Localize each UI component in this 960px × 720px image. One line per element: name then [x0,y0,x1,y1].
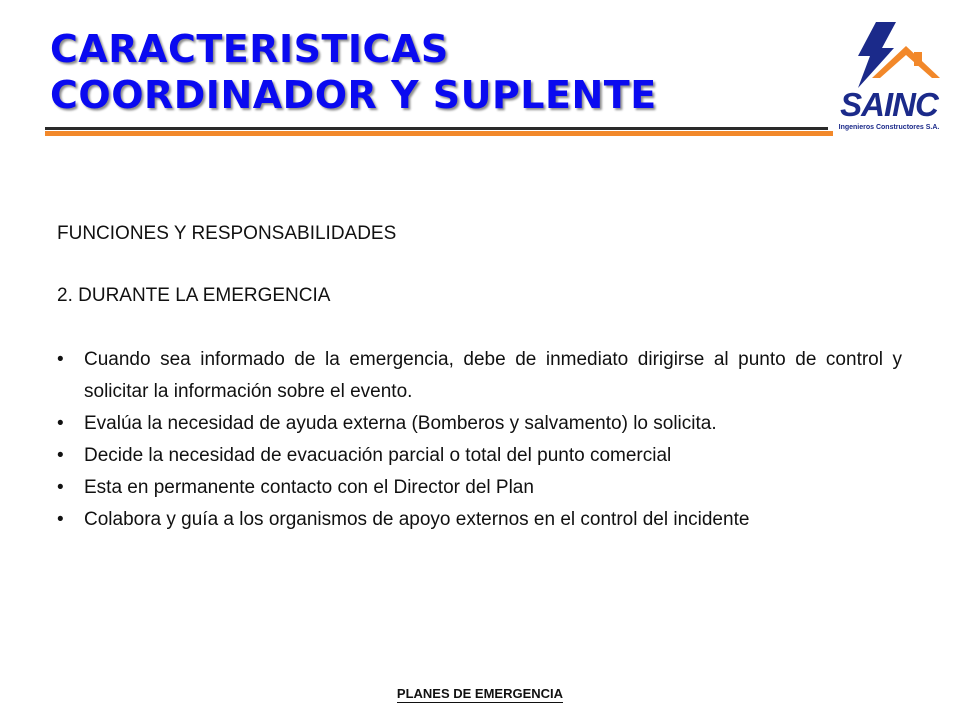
lightning-bolt-roof-icon [836,18,942,124]
title-line-2: COORDINADOR Y SUPLENTE [50,73,657,117]
list-item [57,504,902,536]
bullet-text: Evalúa la necesidad de ayuda externa (Bomberos y salvamento) lo solicita. [84,413,717,434]
list-item [57,344,902,408]
list-item [57,472,902,504]
bullet-text: Decide la necesidad de evacuación parcial o total del punto comercial [84,445,672,466]
title-line-1: CARACTERISTICAS [50,27,449,71]
title-underline-orange [45,131,833,136]
logo-wordmark: SAINC [840,86,938,123]
slide-body [57,220,902,536]
bullet-icon: • [57,445,64,466]
list-item [57,440,902,472]
bullet-icon: • [57,509,64,530]
bullet-text: Cuando sea informado de la emergencia, debe de inmediato dirigirse al punto de control y solicitar la información sobre el evento. [84,349,902,402]
bullet-icon: • [57,413,64,434]
bullet-text: Colabora y guía a los organismos de apoyo externos en el control del incidente [84,509,750,530]
section-subheading: 2. DURANTE LA EMERGENCIA [57,285,331,306]
bullet-icon: • [57,349,64,370]
logo-caption: Ingenieros Constructores S.A. [838,124,940,131]
section-heading: FUNCIONES Y RESPONSABILIDADES [57,223,397,244]
bullet-list [57,344,902,536]
title-underline-dark [45,127,828,130]
slide-footer [0,686,960,701]
list-item [57,408,902,440]
bullet-icon: • [57,477,64,498]
sainc-logo [836,18,942,140]
footer-text: PLANES DE EMERGENCIA [396,686,564,701]
bullet-text: Esta en permanente contacto con el Director del Plan [84,477,534,498]
slide-title [50,26,657,118]
